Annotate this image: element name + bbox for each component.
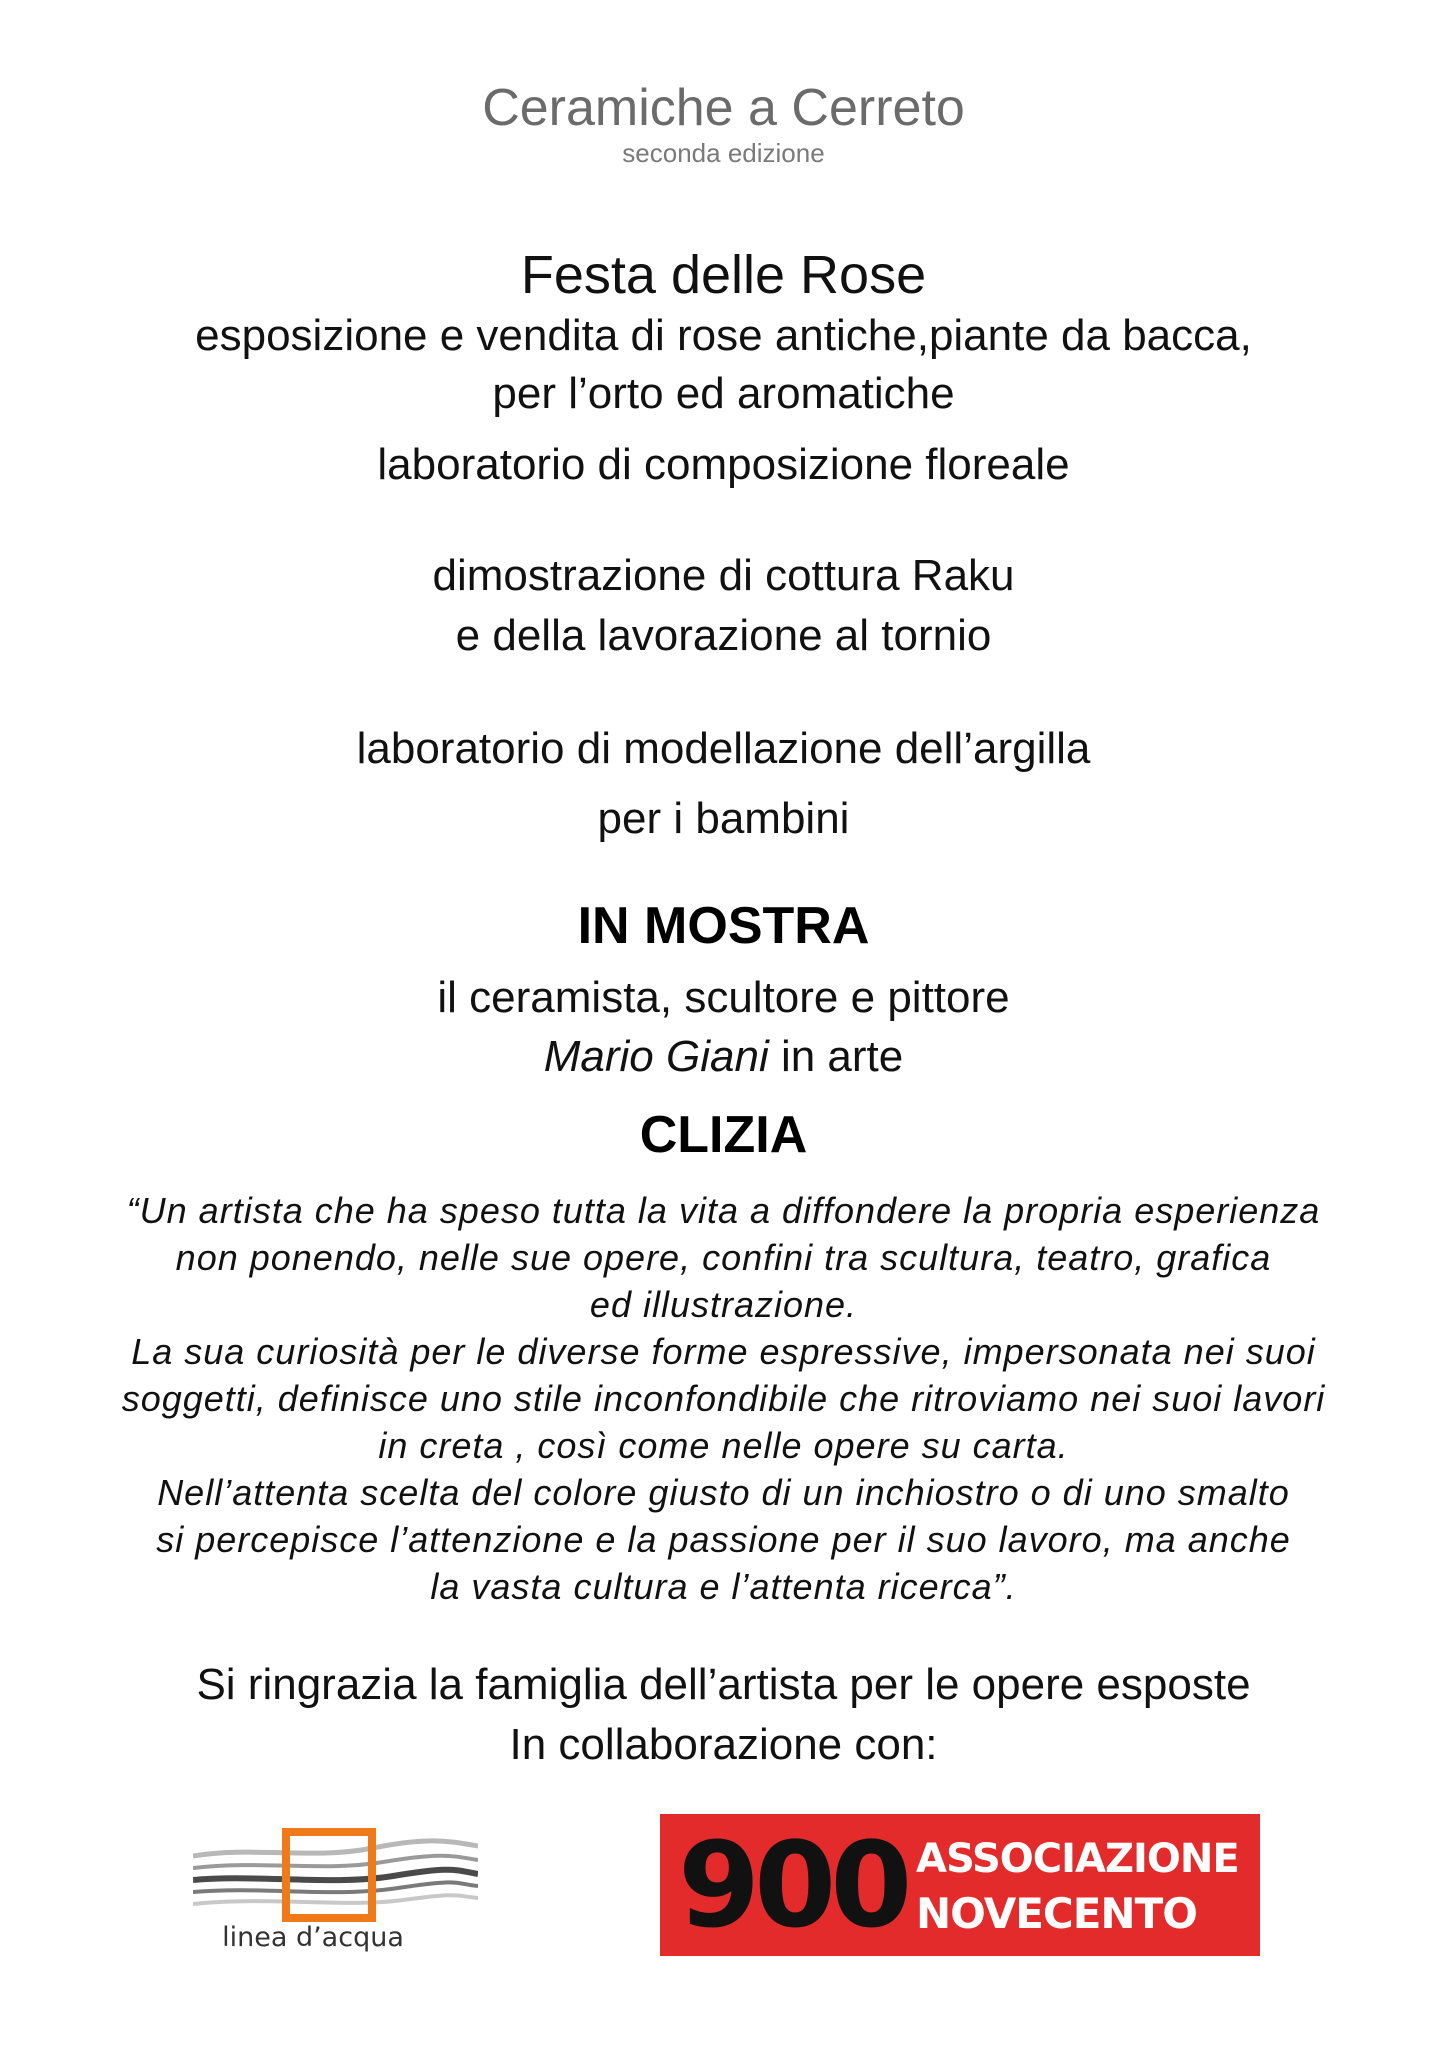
event-line-6: laboratorio di modellazione dell’argilla bbox=[356, 724, 1091, 773]
quote-line: soggetti, definisce uno stile inconfondibile che ritroviamo nei suoi lavori bbox=[121, 1378, 1326, 1419]
associazione-novecento-logo bbox=[660, 1814, 1260, 1956]
quote-line: la vasta cultura e l’attenta ricerca”. bbox=[430, 1566, 1017, 1607]
artist-suffix: in arte bbox=[768, 1032, 904, 1081]
quote-line: Nell’attenta scelta del colore giusto di un inchiostro o di uno smalto bbox=[157, 1472, 1290, 1513]
collab-text: In collaborazione con: bbox=[509, 1720, 938, 1769]
logo-line-1: ASSOCIAZIONE bbox=[916, 1836, 1239, 1882]
quote-line: “Un artista che ha speso tutta la vita a diffondere la propria esperienza bbox=[126, 1190, 1321, 1231]
page-title: Ceramiche a Cerreto bbox=[482, 79, 965, 137]
event-line-3: laboratorio di composizione floreale bbox=[377, 440, 1070, 489]
event-line-1: esposizione e vendita di rose antiche,piante da bacca, bbox=[195, 311, 1252, 360]
event-line-2: per l’orto ed aromatiche bbox=[492, 369, 955, 418]
event-line-5: e della lavorazione al tornio bbox=[455, 611, 992, 660]
linea-dacqua-logo bbox=[193, 1820, 478, 1960]
event-name: Festa delle Rose bbox=[520, 245, 927, 305]
linea-dacqua-text: linea d’acqua bbox=[222, 1922, 404, 1953]
exhibit-intro: il ceramista, scultore e pittore bbox=[437, 973, 1010, 1022]
event-line-4: dimostrazione di cottura Raku bbox=[432, 551, 1015, 600]
artist-name: Mario Giani bbox=[543, 1032, 769, 1081]
logo-number: 900 bbox=[678, 1816, 907, 1954]
exhibit-heading: IN MOSTRA bbox=[577, 897, 870, 955]
thanks-text: Si ringrazia la famiglia dell’artista per le opere esposte bbox=[196, 1660, 1251, 1709]
exhibit-artist-line bbox=[0, 1031, 1447, 1083]
quote-line: ed illustrazione. bbox=[589, 1284, 858, 1325]
quote-line: si percepisce l’attenzione e la passione per il suo lavoro, ma anche bbox=[156, 1519, 1291, 1560]
quote-line: non ponendo, nelle sue opere, confini tra scultura, teatro, grafica bbox=[175, 1237, 1272, 1278]
quote-line: La sua curiosità per le diverse forme espressive, impersonata nei suoi bbox=[131, 1331, 1316, 1372]
page-subtitle: seconda edizione bbox=[622, 138, 825, 168]
quote-line: in creta , così come nelle opere su carta. bbox=[378, 1425, 1069, 1466]
event-line-7: per i bambini bbox=[597, 794, 850, 843]
logo-line-2: NOVECENTO bbox=[916, 1889, 1197, 1938]
artist-alias: CLIZIA bbox=[639, 1106, 808, 1164]
